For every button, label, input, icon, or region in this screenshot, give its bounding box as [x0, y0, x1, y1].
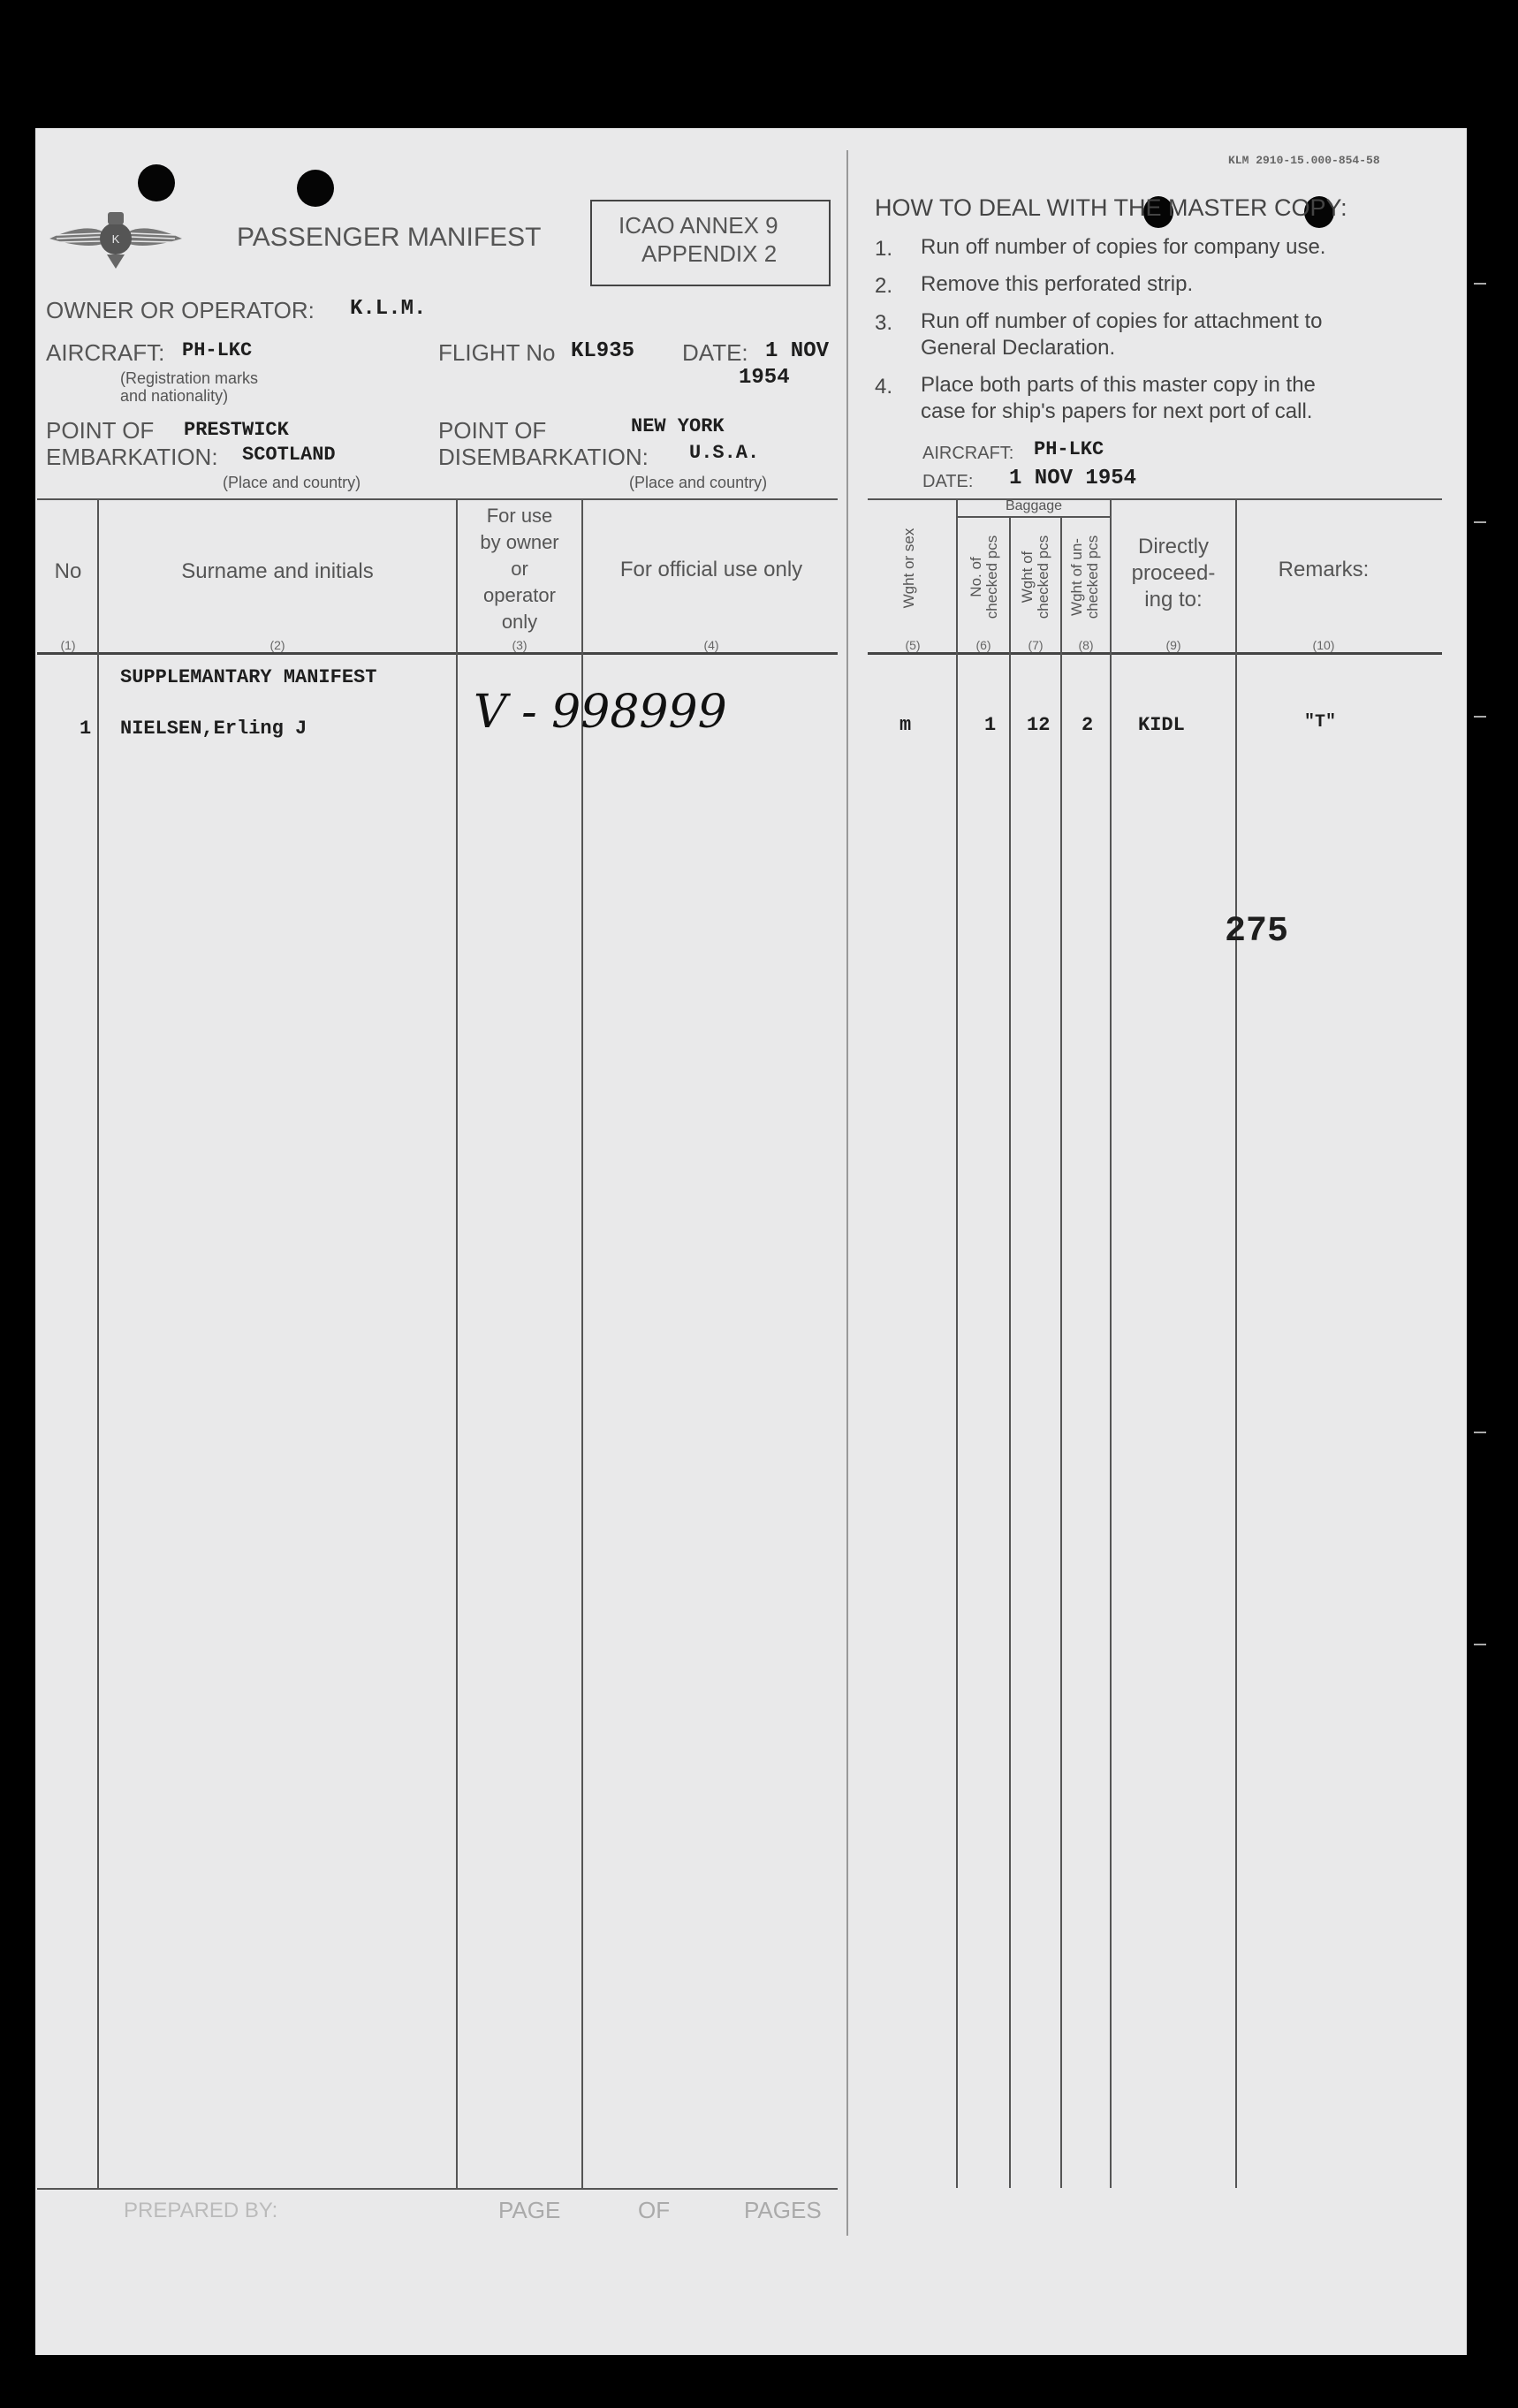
edge-mark [1474, 716, 1486, 718]
edge-mark [1474, 283, 1486, 285]
page-label: PAGE [498, 2197, 561, 2223]
column-number: (8) [1078, 638, 1094, 652]
column-header-baggage: Baggage [1005, 498, 1063, 513]
svg-text:K: K [111, 232, 120, 246]
instruction-text: Run off number of copies for company use. [921, 235, 1326, 259]
column-header-surname: Surname and initials [181, 559, 374, 583]
date-label: DATE: [682, 339, 748, 366]
column-divider [456, 500, 458, 2188]
disembark-label-2: DISEMBARKATION: [438, 444, 649, 470]
icao-appendix-label: APPENDIX 2 [641, 240, 778, 267]
destination: KIDL [1138, 714, 1185, 736]
column-header-owner-use-1: For use [486, 505, 553, 527]
punch-hole [297, 170, 334, 207]
aircraft-value: PH-LKC [182, 339, 253, 361]
date-value-day: 1 NOV [765, 339, 830, 363]
aircraft-label: AIRCRAFT: [46, 339, 165, 366]
instruction-number: 3. [875, 311, 893, 335]
column-header-wght-sex: Wght or sex [900, 528, 917, 609]
checked-pieces: 1 [984, 714, 997, 736]
passenger-sex: m [899, 714, 912, 736]
column-divider [1009, 516, 1011, 2188]
column-header-no-checked-1: No. of [968, 557, 984, 597]
column-header-directly-3: ing to: [1144, 588, 1203, 611]
flight-value: KL935 [571, 339, 635, 363]
form-title: PASSENGER MANIFEST [237, 223, 542, 252]
column-number: (4) [703, 638, 719, 652]
instruction-text: Place both parts of this master copy in the [921, 373, 1316, 397]
flight-label: FLIGHT No [438, 339, 556, 366]
instruction-number: 2. [875, 274, 893, 298]
column-divider [581, 500, 583, 2188]
column-header-wght-unchecked-2: checked pcs [1084, 535, 1101, 619]
strip-date-value: 1 NOV 1954 [1009, 467, 1137, 490]
instruction-number: 1. [875, 237, 893, 261]
header-bottom-rule [868, 652, 1442, 655]
checked-weight: 12 [1027, 714, 1051, 736]
of-label: OF [638, 2197, 671, 2223]
unchecked-weight: 2 [1082, 714, 1094, 736]
column-header-wght-checked-1: Wght of [1019, 551, 1036, 604]
owner-value: K.L.M. [350, 297, 427, 321]
footer-rule [37, 2188, 838, 2190]
column-number: (5) [905, 638, 921, 652]
edge-mark [1474, 1432, 1486, 1433]
column-header-no: No [54, 559, 82, 583]
embark-value-2: SCOTLAND [242, 444, 336, 466]
column-header-owner-use-2: by owner [480, 531, 559, 553]
punch-hole [138, 164, 175, 201]
column-divider [97, 500, 99, 2188]
column-header-directly-1: Directly [1137, 535, 1209, 558]
strip-date-label: DATE: [922, 472, 974, 491]
aircraft-note-1: (Registration marks [120, 369, 259, 387]
baggage-rule [956, 516, 1110, 518]
column-number: (2) [269, 638, 285, 652]
passenger-no: 1 [80, 718, 92, 740]
column-header-wght-unchecked-1: Wght of un- [1068, 538, 1085, 616]
disembark-value-1: NEW YORK [631, 415, 725, 437]
disembark-value-2: U.S.A. [689, 442, 760, 464]
instruction-number: 4. [875, 375, 893, 399]
column-number: (7) [1028, 638, 1044, 652]
icao-annex-label: ICAO ANNEX 9 [619, 212, 778, 239]
header-bottom-rule [37, 652, 838, 655]
column-divider [1235, 500, 1237, 2188]
perforation-line [846, 150, 848, 2236]
instruction-text: Run off number of copies for attachment to [921, 309, 1323, 333]
form-reference-code: KLM 2910-15.000-854-58 [1228, 154, 1380, 167]
column-divider [1110, 500, 1112, 2188]
remarks-value: "T" [1304, 712, 1337, 733]
embark-label-1: POINT OF [46, 417, 155, 444]
embark-value-1: PRESTWICK [184, 419, 289, 441]
embark-note: (Place and country) [223, 474, 361, 491]
handwritten-visa-number: V - 998999 [474, 686, 727, 739]
date-value-year: 1954 [739, 366, 790, 390]
column-header-directly-2: proceed- [1131, 561, 1216, 585]
column-header-wght-checked-2: checked pcs [1035, 535, 1051, 619]
column-number: (3) [512, 638, 528, 652]
column-number: (9) [1165, 638, 1181, 652]
column-header-owner-use-3: or [511, 558, 528, 580]
disembark-label-1: POINT OF [438, 417, 547, 444]
passenger-name: NIELSEN,Erling J [120, 718, 307, 740]
instructions-title: HOW TO DEAL WITH THE MASTER COPY: [875, 194, 1347, 221]
prepared-by-label: PREPARED BY: [124, 2199, 278, 2222]
column-number: (10) [1312, 638, 1335, 652]
column-header-official: For official use only [619, 558, 803, 581]
edge-mark [1474, 521, 1486, 523]
klm-logo [49, 203, 182, 278]
column-divider [956, 500, 958, 2188]
instruction-text-cont: case for ship's papers for next port of call. [921, 399, 1313, 423]
table-top-rule [868, 498, 1442, 500]
edge-mark [1474, 1644, 1486, 1645]
column-header-no-checked-2: checked pcs [983, 535, 1000, 619]
disembark-note: (Place and country) [629, 474, 768, 491]
embark-label-2: EMBARKATION: [46, 444, 218, 470]
strip-aircraft-label: AIRCRAFT: [922, 444, 1014, 463]
stamp-number: 275 [1225, 912, 1289, 952]
owner-label: OWNER OR OPERATOR: [46, 297, 315, 323]
instruction-text: Remove this perforated strip. [921, 272, 1194, 296]
column-header-remarks: Remarks: [1278, 558, 1370, 581]
supplementary-heading: SUPPLEMANTARY MANIFEST [120, 666, 377, 688]
instruction-text-cont: General Declaration. [921, 336, 1116, 360]
pages-label: PAGES [744, 2197, 822, 2223]
table-top-rule [37, 498, 838, 500]
column-header-owner-use-4: operator [483, 584, 556, 606]
column-divider [1060, 516, 1062, 2188]
column-number: (6) [975, 638, 991, 652]
strip-aircraft-value: PH-LKC [1034, 438, 1104, 460]
column-header-owner-use-5: only [501, 611, 538, 633]
aircraft-note-2: and nationality) [120, 387, 229, 405]
column-number: (1) [60, 638, 76, 652]
